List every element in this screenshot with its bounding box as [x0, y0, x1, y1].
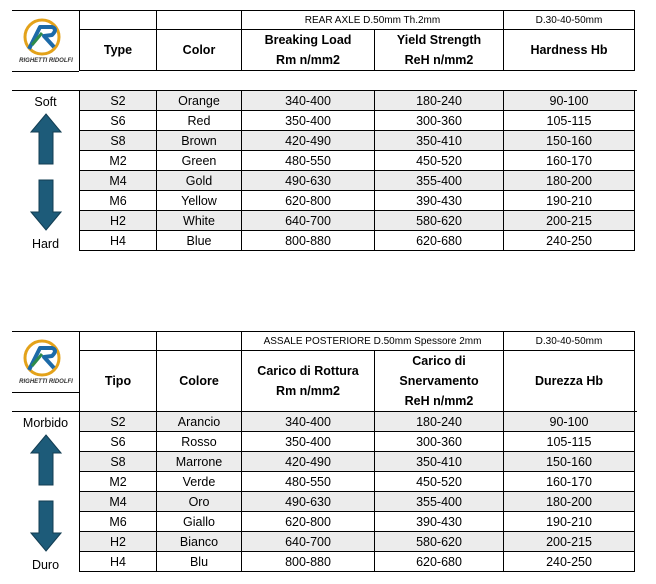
breaking-load-cell: 620-800 [242, 512, 375, 532]
data-table [79, 90, 635, 251]
breaking-load-cell: 640-700 [242, 211, 375, 231]
yield-strength-cell: 355-400 [375, 492, 504, 512]
color-cell: Verde [157, 472, 242, 492]
color-cell: Blu [157, 552, 242, 572]
breaking-load-cell: 340-400 [242, 412, 375, 432]
yield-strength-cell: 300-360 [375, 111, 504, 131]
table-row [80, 231, 635, 251]
hardness-cell: 200-215 [504, 211, 635, 231]
type-cell: H2 [80, 532, 157, 552]
yield-strength-cell: 620-680 [375, 231, 504, 251]
color-cell: Red [157, 111, 242, 131]
table-row [80, 111, 635, 131]
color-cell: Yellow [157, 191, 242, 211]
type-cell: S8 [80, 131, 157, 151]
hardness-cell: 190-210 [504, 512, 635, 532]
table-row [80, 532, 635, 552]
color-cell: Green [157, 151, 242, 171]
spec-table-english [0, 10, 656, 250]
table-row [80, 452, 635, 472]
color-cell: Bianco [157, 532, 242, 552]
table-row [80, 171, 635, 191]
type-cell: S6 [80, 432, 157, 452]
table-row [80, 492, 635, 512]
table-row [80, 412, 635, 432]
col-breaking-load: Carico di Rottura Rm n/mm2 [242, 351, 375, 412]
type-cell: M6 [80, 512, 157, 532]
col-color: Color [157, 30, 242, 71]
color-cell: Giallo [157, 512, 242, 532]
type-cell: H4 [80, 231, 157, 251]
yield-strength-cell: 355-400 [375, 171, 504, 191]
color-cell: Arancio [157, 412, 242, 432]
hardness-cell: 160-170 [504, 151, 635, 171]
color-cell: Rosso [157, 432, 242, 452]
table-row [80, 191, 635, 211]
type-cell: H4 [80, 552, 157, 572]
hardness-cell: 160-170 [504, 472, 635, 492]
breaking-load-cell: 800-880 [242, 552, 375, 572]
yield-strength-cell: 300-360 [375, 432, 504, 452]
yield-strength-cell: 580-620 [375, 211, 504, 231]
table-row [80, 151, 635, 171]
breaking-load-cell: 340-400 [242, 91, 375, 111]
yield-strength-cell: 180-240 [375, 91, 504, 111]
breaking-load-cell: 350-400 [242, 432, 375, 452]
type-cell: M6 [80, 191, 157, 211]
table-row [80, 131, 635, 151]
type-cell: M2 [80, 151, 157, 171]
hardness-cell: 240-250 [504, 231, 635, 251]
soft-label: Soft [34, 95, 57, 109]
diameter-label: D.30-40-50mm [504, 11, 635, 30]
hardness-cell: 200-215 [504, 532, 635, 552]
col-type: Type [80, 30, 157, 71]
yield-strength-cell: 390-430 [375, 191, 504, 211]
header-table [79, 331, 635, 412]
righetti-ridolfi-logo [12, 331, 79, 393]
table-row [80, 211, 635, 231]
breaking-load-cell: 490-630 [242, 492, 375, 512]
data-table [79, 411, 635, 572]
soft-label: Morbido [22, 416, 69, 430]
arrow-down-icon [30, 178, 62, 232]
color-cell: Oro [157, 492, 242, 512]
col-color: Colore [157, 351, 242, 412]
arrow-up-icon [30, 433, 62, 487]
breaking-load-cell: 350-400 [242, 111, 375, 131]
col-hardness: Hardness Hb [504, 30, 635, 71]
type-cell: M2 [80, 472, 157, 492]
yield-strength-cell: 580-620 [375, 532, 504, 552]
hardness-scale [12, 413, 79, 573]
table-row [80, 512, 635, 532]
col-hardness: Durezza Hb [504, 351, 635, 412]
breaking-load-cell: 620-800 [242, 191, 375, 211]
table-title: ASSALE POSTERIORE D.50mm Spessore 2mm [242, 332, 504, 351]
spec-table-italian [0, 331, 656, 576]
breaking-load-cell: 480-550 [242, 472, 375, 492]
yield-strength-cell: 450-520 [375, 472, 504, 492]
type-cell: M4 [80, 171, 157, 191]
color-cell: Gold [157, 171, 242, 191]
col-type: Tipo [80, 351, 157, 412]
hard-label: Duro [31, 558, 60, 572]
arrow-up-icon [30, 112, 62, 166]
yield-strength-cell: 620-680 [375, 552, 504, 572]
color-cell: Orange [157, 91, 242, 111]
hardness-scale [12, 92, 79, 252]
logo-text: RIGHETTI RIDOLFI [18, 379, 73, 385]
hardness-cell: 150-160 [504, 452, 635, 472]
arrow-down-icon [30, 499, 62, 553]
color-cell: Marrone [157, 452, 242, 472]
table-row [80, 552, 635, 572]
color-cell: White [157, 211, 242, 231]
type-cell: H2 [80, 211, 157, 231]
col-breaking-load: Breaking Load Rm n/mm2 [242, 30, 375, 71]
yield-strength-cell: 390-430 [375, 512, 504, 532]
hardness-cell: 190-210 [504, 191, 635, 211]
color-cell: Blue [157, 231, 242, 251]
breaking-load-cell: 480-550 [242, 151, 375, 171]
table-row [80, 91, 635, 111]
table-title: REAR AXLE D.50mm Th.2mm [242, 11, 504, 30]
hardness-cell: 90-100 [504, 91, 635, 111]
breaking-load-cell: 420-490 [242, 131, 375, 151]
hardness-cell: 240-250 [504, 552, 635, 572]
breaking-load-cell: 640-700 [242, 532, 375, 552]
type-cell: S2 [80, 91, 157, 111]
breaking-load-cell: 490-630 [242, 171, 375, 191]
hard-label: Hard [31, 237, 60, 251]
diameter-label: D.30-40-50mm [504, 332, 635, 351]
col-yield-strength: Yield Strength ReH n/mm2 [375, 30, 504, 71]
table-row [80, 472, 635, 492]
hardness-cell: 150-160 [504, 131, 635, 151]
hardness-cell: 180-200 [504, 492, 635, 512]
hardness-cell: 105-115 [504, 111, 635, 131]
logo-text: RIGHETTI RIDOLFI [18, 58, 73, 64]
hardness-cell: 180-200 [504, 171, 635, 191]
col-yield-strength: Carico di Snervamento ReH n/mm2 [375, 351, 504, 412]
yield-strength-cell: 450-520 [375, 151, 504, 171]
header-table [79, 10, 635, 71]
type-cell: S6 [80, 111, 157, 131]
yield-strength-cell: 350-410 [375, 452, 504, 472]
table-row [80, 432, 635, 452]
type-cell: S2 [80, 412, 157, 432]
breaking-load-cell: 800-880 [242, 231, 375, 251]
type-cell: M4 [80, 492, 157, 512]
yield-strength-cell: 180-240 [375, 412, 504, 432]
breaking-load-cell: 420-490 [242, 452, 375, 472]
hardness-cell: 105-115 [504, 432, 635, 452]
type-cell: S8 [80, 452, 157, 472]
yield-strength-cell: 350-410 [375, 131, 504, 151]
righetti-ridolfi-logo [12, 10, 79, 72]
color-cell: Brown [157, 131, 242, 151]
hardness-cell: 90-100 [504, 412, 635, 432]
